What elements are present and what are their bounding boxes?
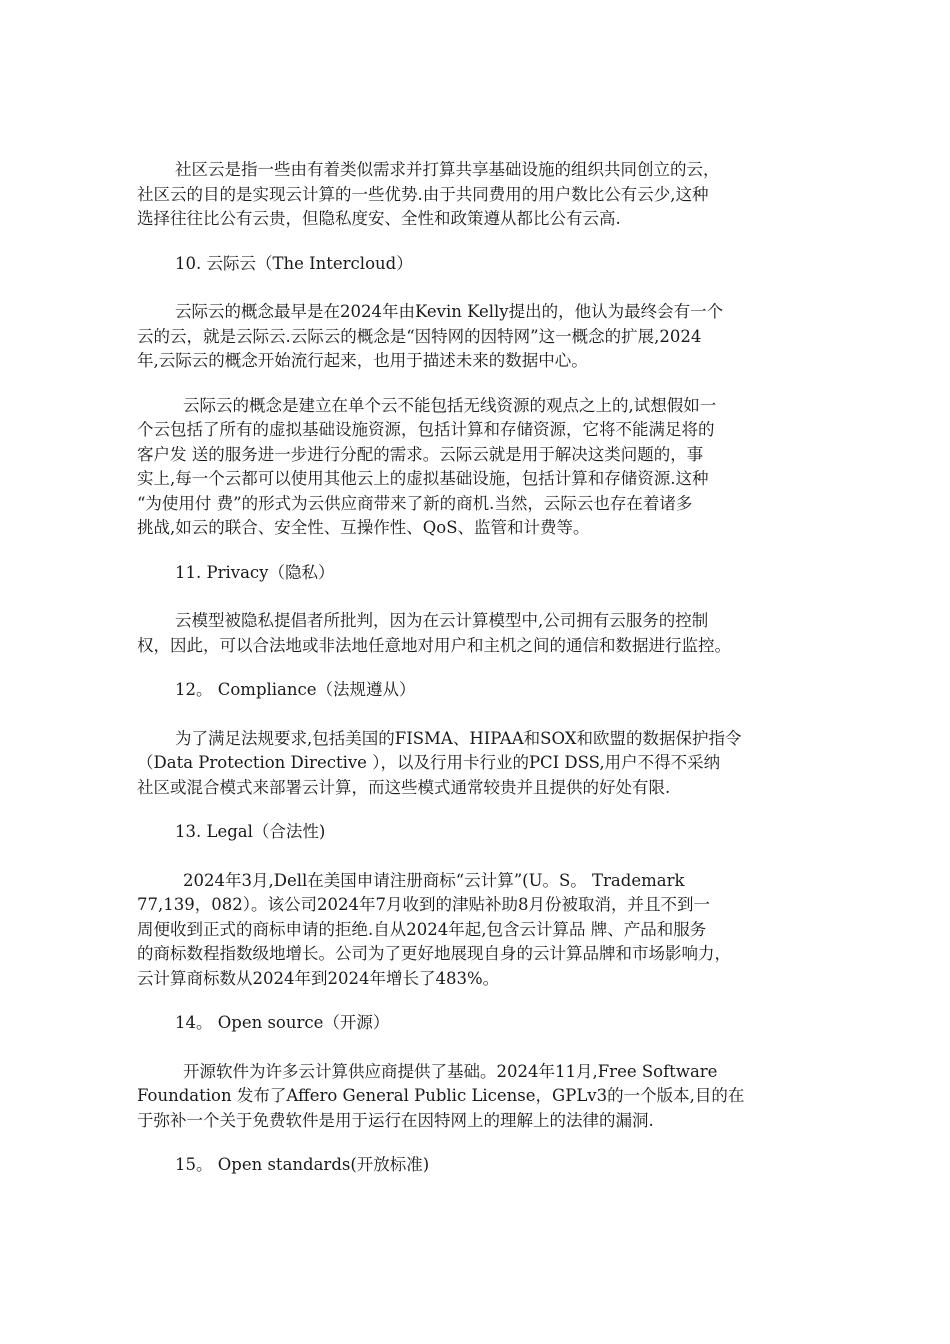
paragraph-intercloud-concept	[137, 394, 817, 541]
text-line: 77,139，082）。该公司2024年7月收到的津贴补助8月份被取消，并且不到一	[137, 895, 710, 914]
paragraph-legal	[137, 869, 817, 992]
text-line: 于弥补一个关于免费软件是用于运行在因特网上的理解上的法律的漏洞.	[137, 1110, 654, 1130]
text-line: （Data Protection Directive ），以及行用卡行业的PCI DSS,用户不得不采纳	[137, 753, 721, 772]
text-line: 为了满足法规要求,包括美国的FISMA、HIPAA和SOX和欧盟的数据保护指令	[175, 728, 742, 748]
paragraph-intercloud-origin	[137, 300, 817, 374]
text-line: 权，因此，可以合法地或非法地任意地对用户和主机之间的通信和数据进行监控。	[137, 635, 731, 655]
text-line: 社区或混合模式来部署云计算，而这些模式通常较贵并且提供的好处有限.	[137, 777, 671, 797]
text-line: 开源软件为许多云计算供应商提供了基础。2024年11月,Free Software	[183, 1061, 718, 1081]
document-body	[137, 158, 817, 1202]
text-line: 云际云的概念是建立在单个云不能包括无线资源的观点之上的,试想假如一	[183, 395, 717, 415]
text-line: 挑战,如云的联合、安全性、互操作性、QoS、监管和计费等。	[137, 518, 590, 537]
text-line: 年,云际云的概念开始流行起来，也用于描述未来的数据中心。	[137, 351, 588, 370]
text-line: 周便收到正式的商标申请的拒绝.自从2024年起,包含云计算品 牌、产品和服务	[137, 919, 707, 939]
section-heading-open-source: 14。 Open source（开源）	[175, 1013, 390, 1032]
text-line: 云模型被隐私提倡者所批判，因为在云计算模型中,公司拥有云服务的控制	[175, 611, 709, 630]
text-line: 云的云，就是云际云.云际云的概念是“因特网的因特网”这一概念的扩展,2024	[137, 326, 702, 346]
text-line: “为使用付 费”的形式为云供应商带来了新的商机.当然，云际云也存在着诸多	[137, 493, 693, 513]
text-line: 客户发 送的服务进一步进行分配的需求。云际云就是用于解决这类问题的，事	[137, 444, 704, 464]
text-line: 的商标数程指数级地增长。公司为了更好地展现自身的云计算品牌和市场影响力，	[137, 944, 731, 963]
text-line: 2024年3月,Dell在美国申请注册商标“云计算”(U。S。 Trademark	[183, 870, 685, 890]
text-line: Foundation 发布了Affero General Public License，GPLv3的一个版本,目的在	[137, 1086, 745, 1105]
section-heading-open-standards: 15。 Open standards(开放标准)	[175, 1155, 430, 1174]
text-line: 实上,每一个云都可以使用其他云上的虚拟基础设施，包括计算和存储资源.这种	[137, 469, 709, 488]
section-heading-intercloud: 10. 云际云（The Intercloud）	[175, 253, 413, 273]
paragraph-community-cloud	[137, 158, 817, 232]
text-line: 云际云的概念最早是在2024年由Kevin Kelly提出的，他认为最终会有一个	[175, 302, 724, 321]
paragraph-privacy	[137, 609, 817, 658]
paragraph-open-source	[137, 1060, 817, 1134]
text-line: 云计算商标数从2024年到2024年增长了483%。	[137, 968, 500, 988]
text-line: 个云包括了所有的虚拟基础设施资源，包括计算和存储资源，它将不能满足将的	[137, 420, 715, 439]
text-line: 社区云的目的是实现云计算的一些优势.由于共同费用的用户数比公有云少,这种	[137, 184, 709, 204]
section-heading-compliance: 12。 Compliance（法规遵从）	[175, 680, 416, 699]
text-line: 选择往往比公有云贵，但隐私度安、全性和政策遵从都比公有云高.	[137, 209, 621, 228]
text-line: 社区云是指一些由有着类似需求并打算共享基础设施的组织共同创立的云，	[175, 160, 720, 179]
section-heading-legal: 13. Legal（合法性)	[175, 822, 326, 841]
section-heading-privacy: 11. Privacy（隐私）	[175, 562, 335, 582]
paragraph-compliance	[137, 727, 817, 801]
